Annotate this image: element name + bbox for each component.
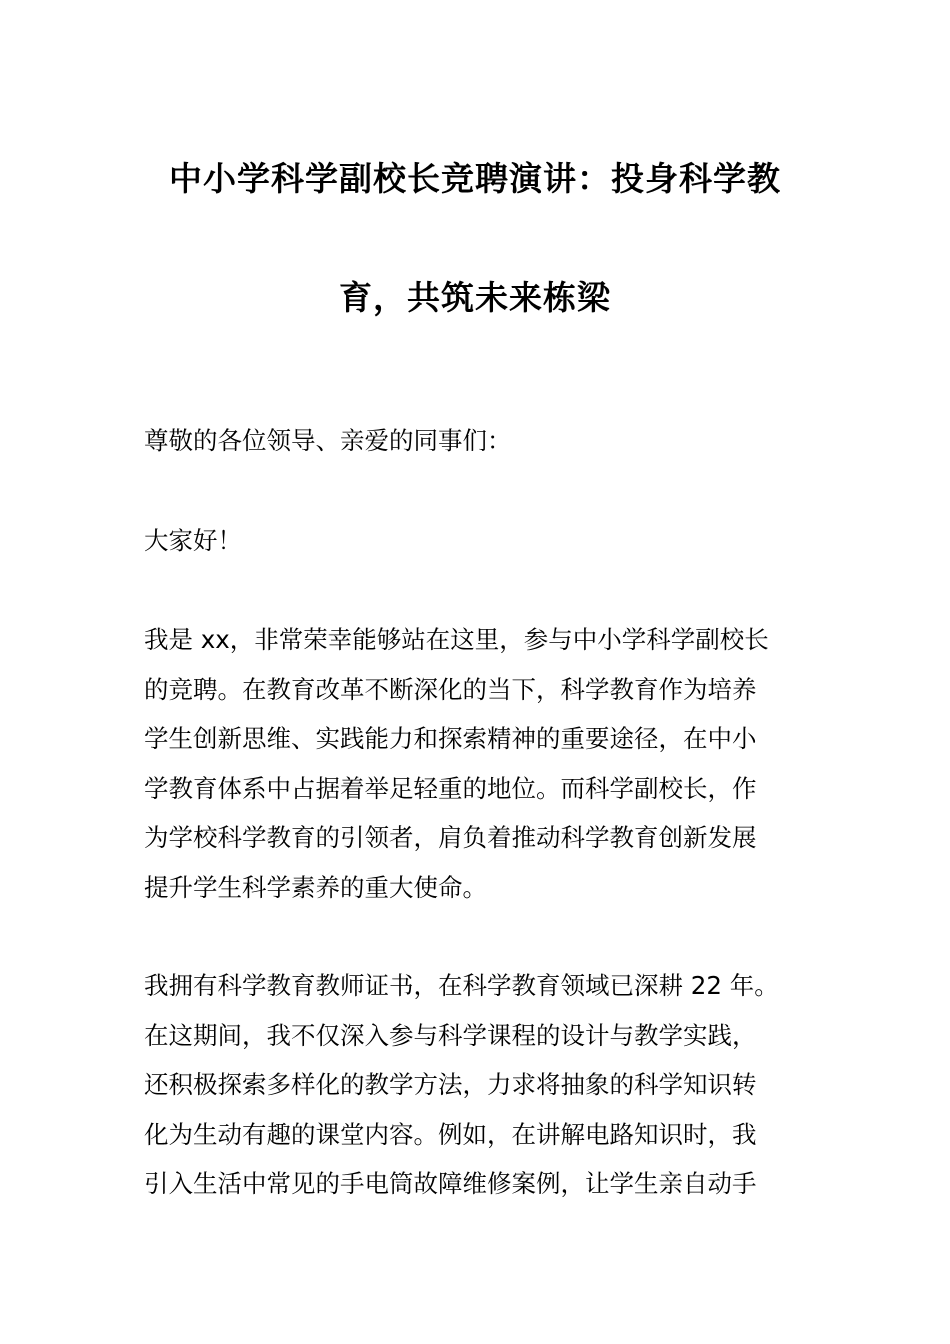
paragraph-line: 我是 xx，非常荣幸能够站在这里，参与中小学科学副校长 xyxy=(144,625,769,654)
paragraph-line: 学教育体系中占据着举足轻重的地位。而科学副校长，作 xyxy=(144,773,757,803)
paragraph-line: 在这期间，我不仅深入参与科学课程的设计与教学实践， xyxy=(144,1020,757,1050)
paragraph-line: 为学校科学教育的引领者，肩负着推动科学教育创新发展 xyxy=(144,823,757,852)
paragraph-introduction xyxy=(144,615,808,912)
paragraph-line: 还积极探索多样化的教学方法，力求将抽象的科学知识转 xyxy=(144,1070,757,1099)
paragraph-line: 学生创新思维、实践能力和探索精神的重要途径，在中小 xyxy=(144,724,757,753)
salutation xyxy=(144,416,808,466)
document-title-line-2: 育，共筑未来栋梁 xyxy=(339,278,611,317)
paragraph-experience xyxy=(144,961,808,1209)
paragraph-line: 的竞聘。在教育改革不断深化的当下，科学教育作为培养 xyxy=(144,674,757,704)
paragraph-line: 我拥有科学教育教师证书，在科学教育领域已深耕 22 年。 xyxy=(144,971,779,1000)
opening-greeting xyxy=(144,516,808,566)
opening-greeting-text: 大家好！ xyxy=(144,526,242,555)
paragraph-line: 化为生动有趣的课堂内容。例如，在讲解电路知识时，我 xyxy=(144,1119,757,1149)
paragraph-line: 引入生活中常见的手电筒故障维修案例，让学生亲自动手 xyxy=(144,1169,757,1198)
document-title-line-1: 中小学科学副校长竞聘演讲：投身科学教 xyxy=(169,159,781,198)
paragraph-line: 提升学生科学素养的重大使命。 xyxy=(144,872,487,902)
salutation-text: 尊敬的各位领导、亲爱的同事们： xyxy=(144,426,512,455)
